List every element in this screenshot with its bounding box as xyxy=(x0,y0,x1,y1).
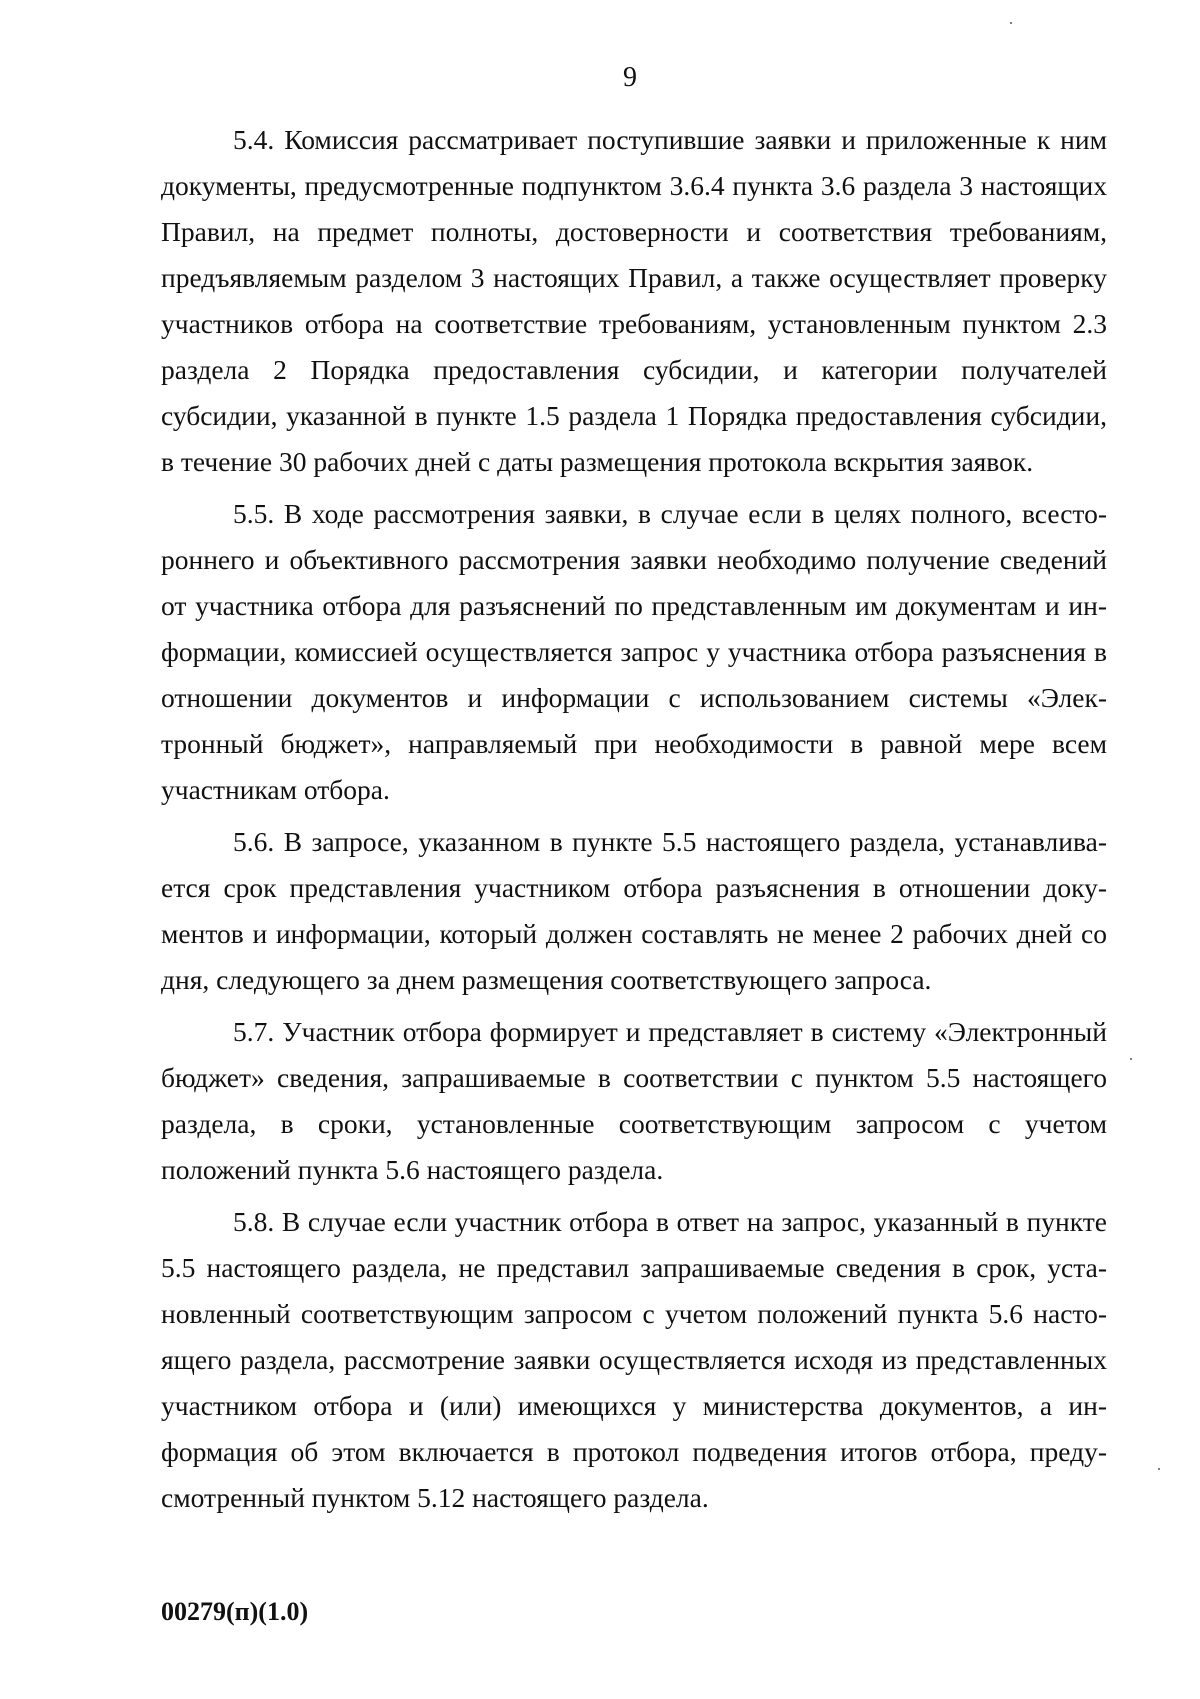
page-number: 9 xyxy=(623,62,637,93)
paragraph-5-8: 5.8. В случае если участник отбора в ответ на запрос, указанный в пункте 5.5 настоящего раздела, не представил запрашиваемые сведения в срок, установленный соответствующим запросом с учетом положений пункта 5.6 настоящего раздела, рассмотрение заявки осуществляется исходя из представленных участником отбора и (или) имеющихся у министерства документов, а информация об этом включается в протокол подведения итогов отбора, предусмотренный пунктом 5.12 настоящего раздела. xyxy=(161,1206,1107,1513)
paragraph-5-7: 5.7. Участник отбора формирует и представляет в систему «Электронный бюджет» сведения, запрашиваемые в соответствии с пунктом 5.5 настоящего раздела, в сроки, установленные соответствующим запросом с учетом положений пункта 5.6 настоящего раздела. xyxy=(161,1016,1107,1185)
scan-speck xyxy=(1010,22,1012,24)
paragraph-5-5: 5.5. В ходе рассмотрения заявки, в случае если в целях полного, всестороннего и объективного рассмотрения заявки необходимо получение сведений от участника отбора для разъяснений по представленным им документам и информации, комиссией осуществляется запрос у участника отбора разъяснения в отношении документов и информации с использованием системы «Электронный бюджет», направляемый при необходимости в равной мере всем участникам отбора. xyxy=(161,498,1107,805)
paragraph-5-4: 5.4. Комиссия рассматривает поступившие заявки и приложенные к ним документы, предусмотренные подпунктом 3.6.4 пункта 3.6 раздела 3 настоящих Правил, на предмет полноты, достоверности и соответствия требованиям, предъявляемым разделом 3 настоящих Правил, а также осуществляет проверку участников отбора на соответствие требованиям, установленным пунктом 2.3 раздела 2 Порядка предоставления субсидии, и категории получателей субсидии, указанной в пункте 1.5 раздела 1 Порядка предоставления субсидии, в течение 30 рабочих дней с даты размещения протокола вскрытия заявок. xyxy=(161,124,1107,477)
document-body xyxy=(161,117,1107,1527)
document-code: 00279(п)(1.0) xyxy=(161,1597,309,1626)
paragraph-5-6: 5.6. В запросе, указанном в пункте 5.5 настоящего раздела, устанавливается срок представления участником отбора разъяснения в отношении документов и информации, который должен составлять не менее 2 рабочих дней со дня, следующего за днем размещения соответствующего запроса. xyxy=(161,826,1107,995)
scan-speck xyxy=(1158,1468,1160,1470)
scan-speck xyxy=(1130,1058,1132,1060)
